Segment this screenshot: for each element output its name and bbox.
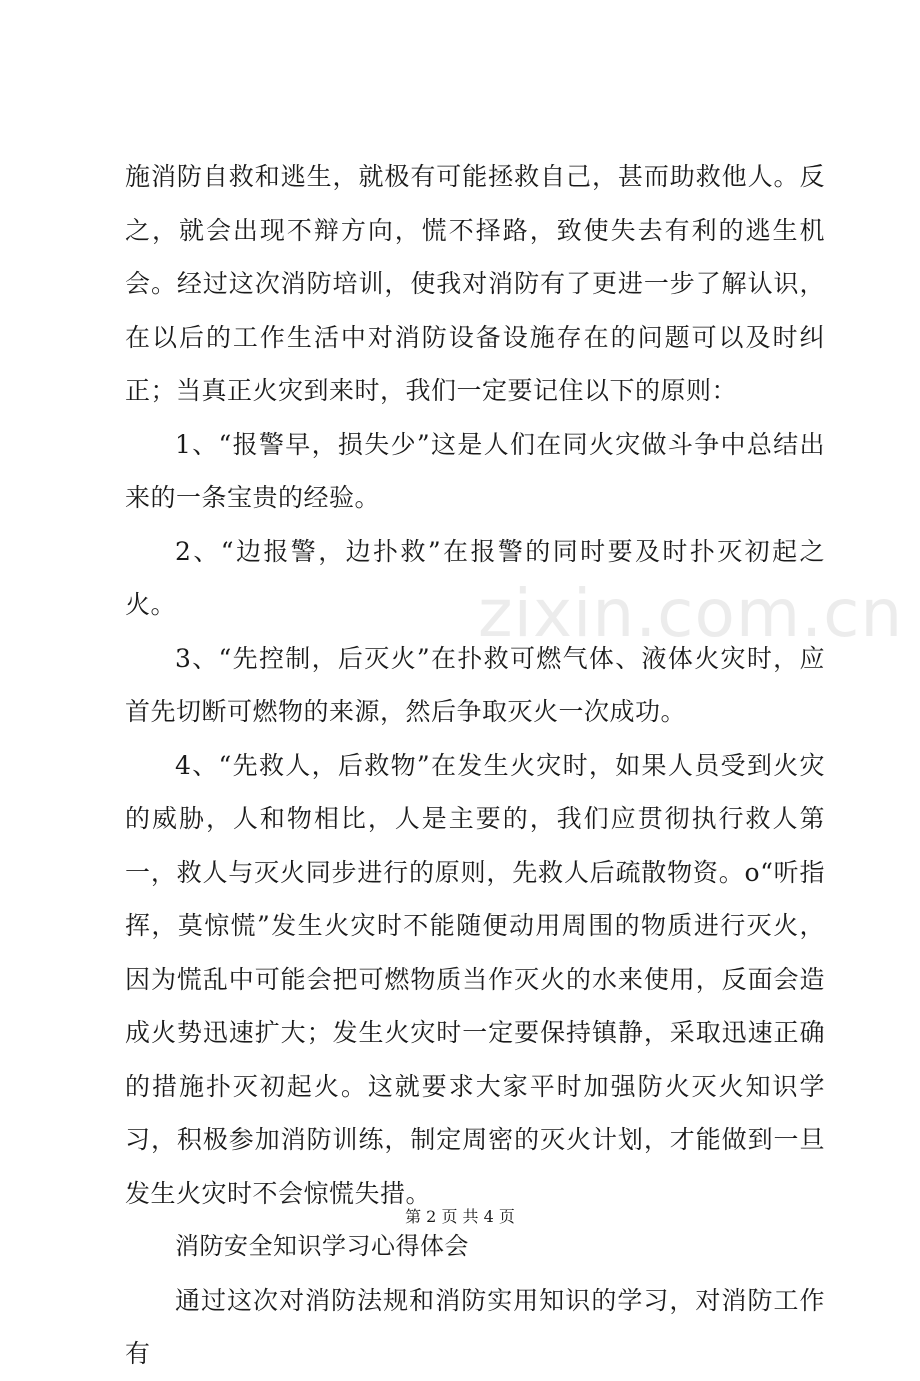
document-body: [125, 150, 825, 1381]
paragraph-intro: 施消防自救和逃生，就极有可能拯救自己，甚而助救他人。反之，就会出现不辩方向，慌不择路，致使失去有利的逃生机会。经过这次消防培训，使我对消防有了更进一步了解认识，在以后的工作生活中对消防设备设施存在的问题可以及时纠正；当真正火灾到来时，我们一定要记住以下的原则：: [125, 162, 825, 405]
page-footer: 第 2 页 共 4 页: [405, 1207, 515, 1226]
watermark-text: zixin.com.cn: [478, 575, 904, 652]
paragraph-section-start: 通过这次对消防法规和消防实用知识的学习，对消防工作有: [125, 1285, 825, 1368]
paragraph-principle-1: 1、“报警早，损失少”这是人们在同火灾做斗争中总结出来的一条宝贵的经验。: [125, 429, 825, 512]
paragraph-principle-3: 3、“先控制，后灭火”在扑救可燃气体、液体火灾时，应首先切断可燃物的来源，然后争取灭火一次成功。: [125, 643, 825, 726]
section-title: 消防安全知识学习心得体会: [175, 1232, 469, 1260]
paragraph-principle-2: 2、“边报警，边扑救”在报警的同时要及时扑灭初起之火。: [125, 536, 825, 619]
paragraph-principle-4: 4、“先救人，后救物”在发生火灾时，如果人员受到火灾的威胁，人和物相比，人是主要的，我们应贯彻执行救人第一，救人与灭火同步进行的原则，先救人后疏散物资。o“听指挥，莫惊慌”发生火灾时不能随便动用周围的物质进行灭火，因为慌乱中可能会把可燃物质当作灭火的水来使用，反面会造成火势迅速扩大；发生火灾时一定要保持镇静，采取迅速正确的措施扑灭初起火。这就要求大家平时加强防火灭火知识学习，积极参加消防训练，制定周密的灭火计划，才能做到一旦发生火灾时不会惊慌失措。: [125, 750, 825, 1208]
